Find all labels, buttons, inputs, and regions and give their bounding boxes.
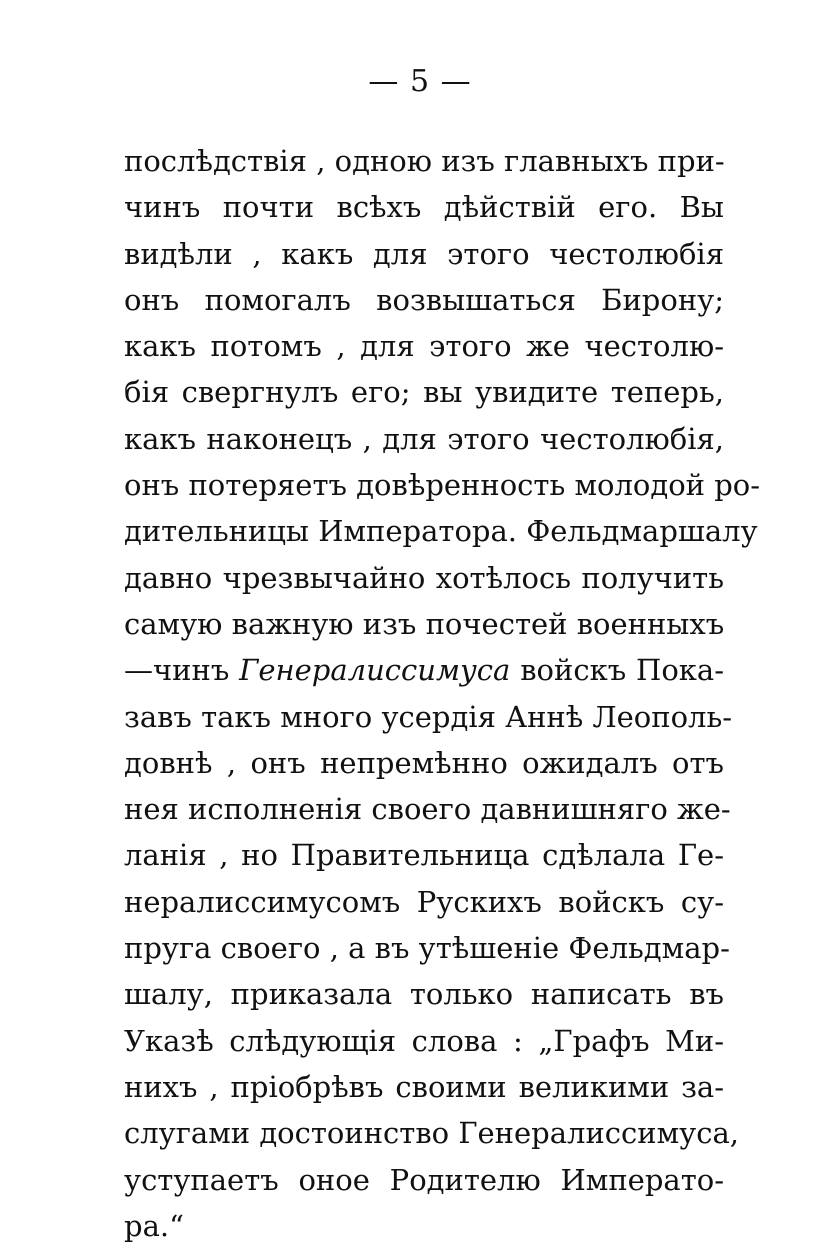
text-line: пруга своего , а въ утѣшеніе Фельдмар- (124, 931, 730, 966)
text-line: Указѣ слѣдующія слова : „Графъ Ми- (124, 1023, 724, 1058)
text-line: слугами достоинство Генералиссимуса, (124, 1116, 739, 1151)
text-line: послѣдствія , одною изъ главныхъ при- (124, 144, 725, 178)
text-line: нея исполненія своего давнишняго же- (124, 792, 731, 827)
page-number: — 5 — (368, 64, 472, 99)
text-line: бія свергнулъ его; вы увидите теперь, (124, 375, 724, 410)
text-segment: войскъ Пока- (510, 653, 724, 688)
text-line: какъ наконецъ , для этого честолюбія, (124, 421, 724, 456)
text-line: уступаетъ оное Родителю Императо- (124, 1162, 724, 1197)
text-line: нихъ , пріобрѣвъ своими великими за- (124, 1069, 724, 1104)
text-line: давно чрезвычайно хотѣлось получить (124, 560, 724, 595)
text-line: довнѣ , онъ непремѣнно ожидалъ отъ (124, 745, 724, 780)
text-line: видѣли , какъ для этого честолюбія (124, 236, 724, 271)
body-text (124, 138, 761, 1249)
text-segment: —чинъ (124, 653, 240, 688)
text-line: онъ помогалъ возвышаться Бирону; (124, 282, 724, 317)
text-line: самую важную изъ почестей военныхъ (124, 606, 725, 641)
text-line: дительницы Императора. Фельдмаршалу (124, 514, 758, 549)
text-line: завъ такъ много усердія Аннѣ Леополь- (124, 699, 733, 734)
text-line: шалу, приказала только написать въ (124, 977, 724, 1012)
text-line: нералиссимусомъ Рускихъ войскъ су- (124, 884, 724, 919)
text-line: ланія , но Правительница сдѣлала Ге- (124, 838, 724, 873)
text-line-with-italic (124, 647, 724, 693)
text-line: какъ потомъ , для этого же честолю- (124, 329, 724, 364)
text-line: чинъ почти всѣхъ дѣйствій его. Вы (124, 190, 724, 225)
text-line: ра.“ (124, 1208, 184, 1243)
italic-term: Генералиссимуса (239, 653, 511, 688)
text-line: онъ потеряетъ довѣренность молодой ро- (124, 468, 761, 503)
